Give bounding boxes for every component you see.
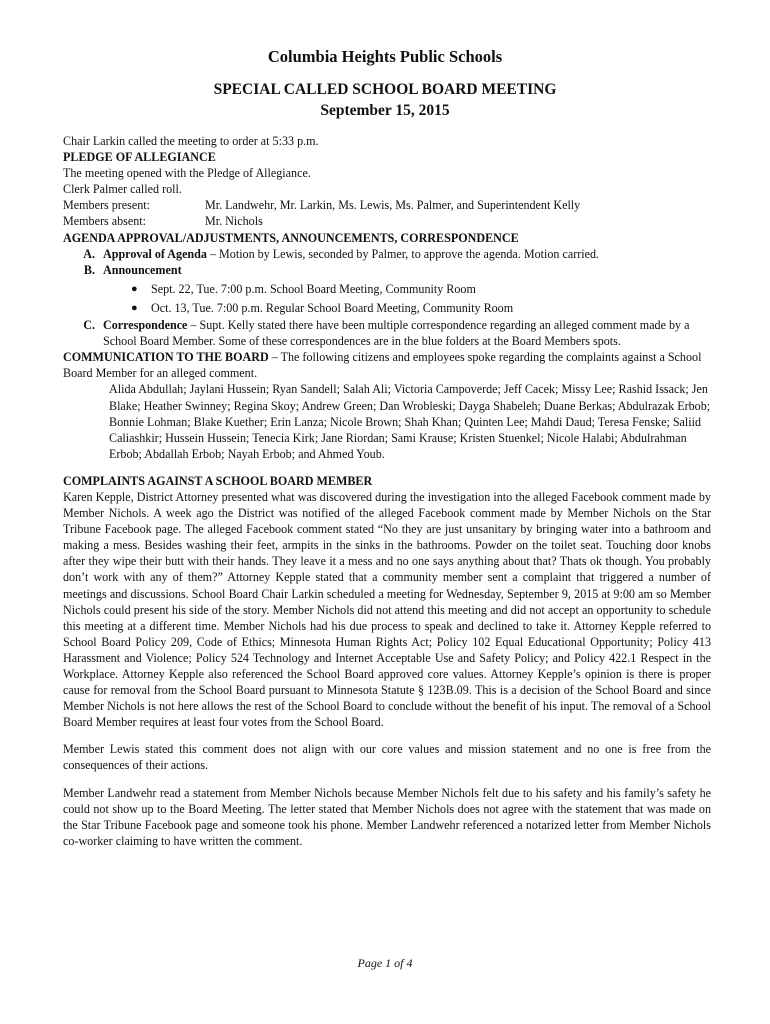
agenda-item-b <box>81 262 711 278</box>
agenda-item-marker: B. <box>83 262 95 277</box>
communication-heading: COMMUNICATION TO THE BOARD <box>63 350 269 365</box>
pledge-text: The meeting opened with the Pledge of Allegiance. <box>63 166 311 181</box>
meeting-title: SPECIAL CALLED SCHOOL BOARD MEETING <box>213 81 557 98</box>
agenda-item-title: Announcement <box>103 262 182 277</box>
agenda-item-c <box>81 317 711 349</box>
agenda-item-a <box>81 246 711 262</box>
members-present-value: Mr. Landwehr, Mr. Larkin, Ms. Lewis, Ms. Palmer, and Superintendent Kelly <box>205 198 581 213</box>
announcement-text: Sept. 22, Tue. 7:00 p.m. School Board Meeting, Community Room <box>151 281 476 296</box>
page-number: Page 1 of 4 <box>357 956 413 970</box>
agenda-item-text: – Motion by Lewis, seconded by Palmer, to approve the agenda. Motion carried. <box>206 246 600 261</box>
speaker-names: Alida Abdullah; Jaylani Hussein; Ryan Sandell; Salah Ali; Victoria Campoverde; Jeff Cacek; Missy Lee; Rashid Issack; Jen Blake; Heather Swinney; Regina Skoy; Andrew Green; Dan Wrobleski; Dayga Shabeleh; Duane Berkas; Abdulrazak Erbob; Bonnie Lohman; Blake Kuether; Erin Lanza; Nicole Brown; Shah Khan; Quinten Lee; Mahdi Daud; Teresa Fenske; Saliid Caliashkir; Hussein Hussein; Tenecia Kirk; Jane Riordan; Sami Krause; Kristen Stuenkel; Nicole Halabi; Abdulrahman Erbob; Abdallah Erbob; Nayah Erbob; and Ahmed Youb. <box>109 382 711 461</box>
agenda-item-text: – Supt. Kelly stated there have been multiple correspondence regarding an alleged comment made by a School Board Member. Some of these correspondences are in the blue folders at the Board Members spots. <box>103 318 690 349</box>
roll-call: Clerk Palmer called roll. <box>63 182 182 197</box>
agenda-list <box>81 246 711 278</box>
list-item <box>131 281 711 297</box>
meeting-date: September 15, 2015 <box>320 102 450 119</box>
communication-text: – The following citizens and employees spoke regarding the complaints against a School Board Member for an alleged comment. <box>63 350 702 381</box>
members-absent-value: Mr. Nichols <box>205 214 263 229</box>
bullet-icon: ● <box>131 301 138 314</box>
complaints-paragraph-1: Karen Kepple, District Attorney presented what was discovered during the investigation into the alleged Facebook comment made by Member Nichols. A week ago the District was notified of the alleged Facebook comment made by Member Nichols on the Star Tribune Facebook page. The alleged Facebook comment stated “No they are just unsanitary by bringing water into a bathroom and making a mess. Besides washing their feet, armpits in the sinks in the bathrooms. Powder on the toilet seat. Touching door knobs after they wipe their butt with their hands. They leave it a mess and no one says anything about that? Thats ok though. You probably don’t work with any of them?” Attorney Kepple stated that a community member sent a complaint that triggered a number of meetings and discussions. School Board Chair Larkin scheduled a meeting for Wednesday, September 9, 2015 at 9:00 am so Member Nichols could present his side of the story. Member Nichols did not attend this meeting and did not accept an opportunity to schedule this meeting at a different time. Member Nichols had his due process to speak and declined to take it. Attorney Kepple referred to School Board Policy 209, Code of Ethics; Minnesota Human Rights Act; Policy 102 Equal Educational Opportunity; Policy 413 Harassment and Violence; Policy 524 Technology and Internet Acceptable Use and Safety Policy; and Policy 422.1 Respect in the Workplace. Attorney Kepple also referenced the School Board approved core values. Attorney Kepple’s opinion is there is proper cause for removal from the School Board pursuant to Minnesota Statute § 123B.09. This is a decision of the School Board and since Member Nichols is not here allows the rest of the School Board to conclude without the benefit of his input. The removal of a School Board Member requires at least four votes from the School Board. <box>63 489 711 730</box>
members-absent-label: Members absent: <box>63 214 146 229</box>
agenda-heading: AGENDA APPROVAL/ADJUSTMENTS, ANNOUNCEMENTS, CORRESPONDENCE <box>63 230 519 245</box>
agenda-list-c <box>81 317 711 349</box>
call-to-order: Chair Larkin called the meeting to order at 5:33 p.m. <box>63 134 319 148</box>
pledge-heading: PLEDGE OF ALLEGIANCE <box>63 150 216 165</box>
announcement-text: Oct. 13, Tue. 7:00 p.m. Regular School Board Meeting, Community Room <box>151 300 514 315</box>
list-item <box>131 300 711 316</box>
agenda-item-title: Approval of Agenda <box>103 246 207 261</box>
complaints-paragraph-2: Member Lewis stated this comment does not align with our core values and mission statement and no one is free from the consequences of their actions. <box>63 742 711 773</box>
members-present-row <box>63 197 711 213</box>
members-absent-row <box>63 213 711 229</box>
complaints-paragraph-3: Member Landwehr read a statement from Member Nichols because Member Nichols felt due to his safety and his family’s safety he could not show up to the Board Meeting. The letter stated that Member Nichols does not agree with the statement that was made on the Star Tribune Facebook page and someone took his phone. Member Landwehr referenced a notarized letter from Member Nichols co-worker claiming to have written the comment. <box>63 785 711 848</box>
announcement-list <box>131 281 711 316</box>
communication-section <box>63 349 711 381</box>
agenda-item-marker: C. <box>83 318 95 333</box>
agenda-item-marker: A. <box>83 246 95 261</box>
organization-title: Columbia Heights Public Schools <box>267 47 503 66</box>
complaints-heading: COMPLAINTS AGAINST A SCHOOL BOARD MEMBER <box>63 473 373 488</box>
minutes-body <box>63 133 711 849</box>
bullet-icon: ● <box>131 282 138 295</box>
members-present-label: Members present: <box>63 198 150 213</box>
agenda-item-title: Correspondence <box>103 318 188 333</box>
